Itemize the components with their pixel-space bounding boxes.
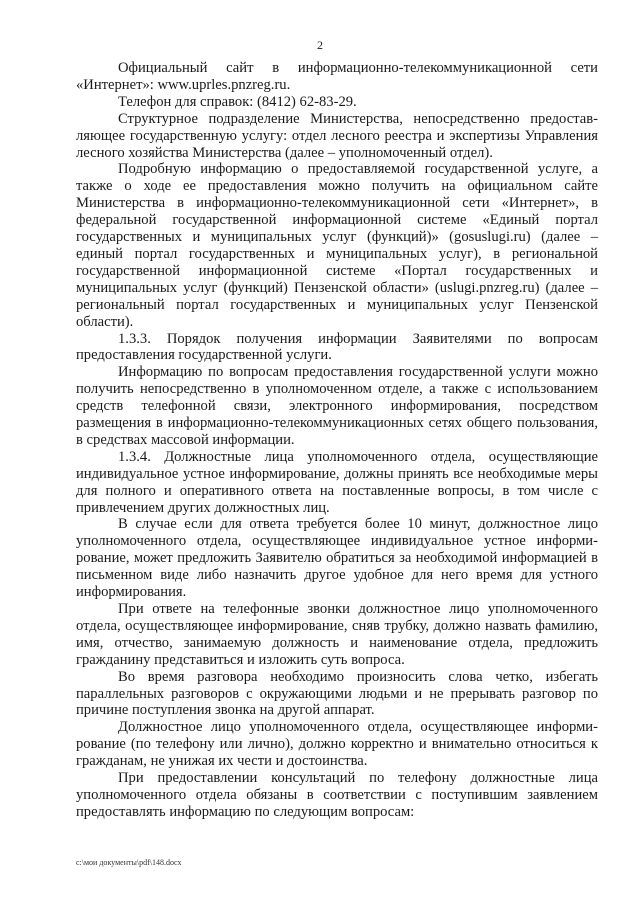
paragraph-consultations: При предоставлении консультаций по телефону должностные лица уполномоченного отдела обязаны в соответствии с поступившим заявлением предоставлять информацию по следующим вопросам: <box>76 770 598 820</box>
paragraph-phone: Телефон для справок: (8412) 62-83-29. <box>118 93 357 110</box>
paragraph-ten-minutes: В случае если для ответа требуется более 10 минут, должностное лицо уполномоченного отдела, осуществляющее индивидуальное устное информирование, может предложить Заявителю обратиться за необходимой информацией в письменном виде либо назначить другое удобное для него время для устного информирования. <box>76 516 598 601</box>
paragraph-info-channels: Информацию по вопросам предоставления государственной услуги можно получить непосредственно в уполномоченном отделе, а также с использованием средств телефонной связи, электронного информирования, посредством размещения в информационно-телекоммуникационных сетях общего пользования, в средствах массовой информации. <box>76 364 598 448</box>
paragraph-1-3-4: 1.3.4. Должностные лица уполномоченного отдела, осуществляющие индивидуальное устное информирование, должны принять все необходимые меры для полного и оперативного ответа на поставленные вопросы, в том числе с привлечением других должностных лиц. <box>76 448 598 516</box>
paragraph-detailed-info: Подробную информацию о предоставляемой государственной услуге, а также о ходе ее предоставления можно получить на официальном сайте Министерства в информационно-телекоммуникационной сети «Интернет», в федеральной государственной информационной системе «Единый портал государственных и муниципальных услуг (функций)» (gosuslugi.ru) (далее – единый портал государственных и муниципальных услуг), в региональной государственной информационной системе «Портал государственных и муниципальных услуг (функций) Пензенской области» (uslugi.pnzreg.ru) (далее – региональный портал государственных и муниципальных услуг Пензенской области). <box>76 161 598 330</box>
paragraph-courtesy: Должностное лицо уполномоченного отдела, осуществляющее информирование (по телефону или лично), должно корректно и внимательно относиться к гражданам, не унижая их чести и достоинства. <box>76 719 598 770</box>
paragraph-department: Структурное подразделение Министерства, непосредственно предоставляющее государственную услугу: отдел лесного реестра и экспертизы Управления лесного хозяйства Министерства (далее – уполномоченный отдел). <box>76 110 598 161</box>
paragraph-phone-calls: При ответе на телефонные звонки должностное лицо уполномоченного отдела, осуществляющее информирование, сняв трубку, должно назвать фамилию, имя, отчество, занимаемую должность и наименование отдела, предложить гражданину представиться и изложить суть вопроса. <box>76 601 598 668</box>
document-body <box>76 60 598 821</box>
paragraph-1-3-3: 1.3.3. Порядок получения информации Заявителями по вопросам предоставления государственной услуги. <box>76 330 598 364</box>
footer-file-path: c:\мои документы\pdf\148.docx <box>76 858 182 867</box>
page-number: 2 <box>317 38 323 52</box>
paragraph-conversation: Во время разговора необходимо произносить слова четко, избегать параллельных разговоров с окружающими людьми и не прерывать разговор по причине поступления звонка на другой аппарат. <box>76 668 598 719</box>
paragraph-website: Официальный сайт в информационно-телекоммуникационной сети «Интернет»: www.uprles.pnzreg.ru. <box>76 60 598 93</box>
